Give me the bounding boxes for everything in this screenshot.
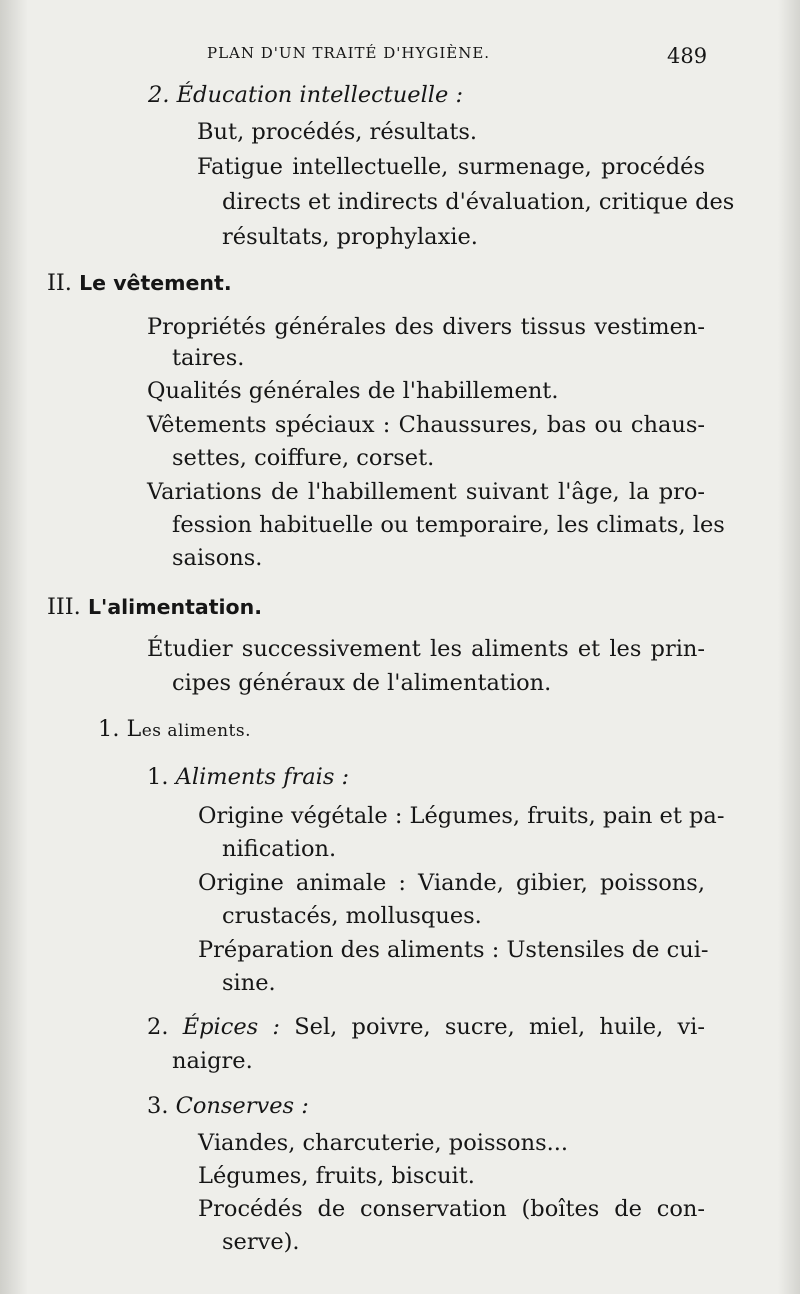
text-line: Origine végétale : Légumes, fruits, pain et pa- bbox=[198, 803, 725, 829]
text-line: cipes généraux de l'alimentation. bbox=[172, 670, 552, 696]
item-number: 3. bbox=[147, 1093, 176, 1119]
text-line: serve). bbox=[222, 1229, 300, 1255]
text-line: Vêtements spéciaux : Chaussures, bas ou chaus- bbox=[147, 412, 705, 438]
running-header: PLAN D'UN TRAITÉ D'HYGIÈNE. bbox=[207, 44, 491, 62]
text-line: saisons. bbox=[172, 545, 263, 571]
text-line: Qualités générales de l'habillement. bbox=[147, 378, 559, 404]
item-title: Aliments frais : bbox=[175, 764, 350, 790]
item-number: 1. bbox=[98, 716, 127, 742]
item-heading-aliments-frais bbox=[147, 762, 349, 792]
text-line: settes, coiffure, corset. bbox=[172, 445, 435, 471]
text-line: Origine animale : Viande, gibier, poissons, bbox=[198, 870, 705, 896]
item-title: Conserves : bbox=[175, 1093, 309, 1119]
subsection-heading bbox=[148, 80, 463, 110]
item-heading-conserves bbox=[147, 1091, 309, 1121]
item-text: Sel, poivre, sucre, miel, huile, vi- bbox=[280, 1014, 705, 1040]
text-line: taires. bbox=[172, 345, 245, 371]
text-line: Étudier successivement les aliments et les prin- bbox=[147, 636, 705, 662]
text-line: Viandes, charcuterie, poissons... bbox=[198, 1130, 569, 1156]
page-edge-shadow bbox=[778, 0, 800, 1294]
small-caps-initial: L bbox=[126, 717, 142, 742]
subheading-les-aliments bbox=[98, 714, 251, 746]
text-line: Légumes, fruits, biscuit. bbox=[198, 1163, 475, 1189]
text-line: Préparation des aliments : Ustensiles de cui- bbox=[198, 937, 709, 963]
text-line: fession habituelle ou temporaire, les climats, les bbox=[172, 512, 725, 538]
text-line: Variations de l'habillement suivant l'âge, la pro- bbox=[147, 479, 705, 505]
text-line: résultats, prophylaxie. bbox=[222, 224, 478, 250]
subsection-heading-text: 2. Éducation intellectuelle : bbox=[148, 82, 464, 108]
section-heading-vetement bbox=[47, 268, 232, 298]
section-title: L'alimentation. bbox=[87, 595, 262, 619]
item-title: Épices : bbox=[182, 1014, 281, 1040]
text-line: nification. bbox=[222, 836, 337, 862]
page-number: 489 bbox=[667, 44, 708, 68]
item-number: 1. bbox=[147, 764, 176, 790]
small-caps-text: es aliments. bbox=[141, 721, 252, 741]
section-title: Le vêtement. bbox=[79, 271, 232, 295]
section-heading-alimentation bbox=[47, 592, 262, 622]
item-epices bbox=[147, 1012, 705, 1042]
text-line: directs et indirects d'évaluation, critique des bbox=[222, 189, 735, 215]
section-numeral: III. bbox=[47, 594, 81, 620]
page-gutter-shadow bbox=[0, 0, 28, 1294]
text-line: Fatigue intellectuelle, surmenage, procédés bbox=[197, 154, 705, 180]
item-number: 2. bbox=[147, 1014, 183, 1040]
text-line: naigre. bbox=[172, 1048, 253, 1074]
text-line: crustacés, mollusques. bbox=[222, 903, 482, 929]
section-numeral: II. bbox=[47, 270, 72, 296]
text-line: sine. bbox=[222, 970, 276, 996]
text-line: Procédés de conservation (boîtes de con- bbox=[198, 1196, 705, 1222]
text-line: Propriétés générales des divers tissus vestimen- bbox=[147, 314, 705, 340]
text-line: But, procédés, résultats. bbox=[197, 119, 478, 145]
